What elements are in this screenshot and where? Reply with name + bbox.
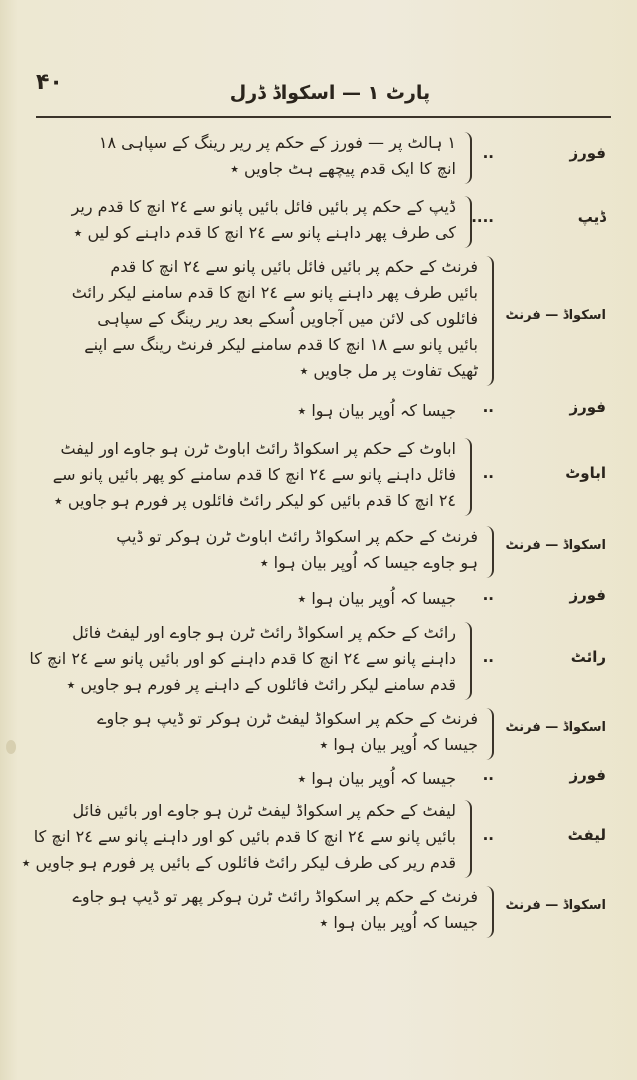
command-label: اسکواڈ — فرنٹ [505, 720, 606, 735]
command-label: رائٹ [570, 648, 606, 666]
brace [462, 622, 472, 700]
page-header-title: پارٹ ١ — اسکواڈ ڈرل [229, 82, 431, 104]
entry-text: جیسا کہ اُوپر بیان ہوا ٭ [297, 769, 456, 788]
leader-dots: .. [482, 464, 494, 482]
entry-text: فرنٹ کے حکم پر اسکواڈ لیفٹ ٹرن ہوکر تو ڈیپ ہو جاوے جیسا کہ اُوپر بیان ہوا ٭ [97, 709, 478, 754]
entry-text: ڈیپ کے حکم پر بائیں فائل بائیں پانو سے ٢٤ انچ کا قدم ریر کی طرف پھر داہنے پانو سے ٢٤ انچ کا قدم داہنے کو لیں ٭ [71, 197, 456, 242]
leader-dots: .... [471, 208, 494, 226]
command-label: فورز [569, 398, 606, 416]
command-label: ڈیپ [577, 208, 606, 226]
leader-dots: .. [482, 144, 494, 162]
entry-text: لیفٹ کے حکم پر اسکواڈ لیفٹ ٹرن ہو جاوے اور بائیں فائل بائیں پانو سے ٢٤ انچ کا قدم بائیں کو اور داہنے پانو سے ٢٤ انچ کا قدم ریر کی طرف لیکر رائٹ فائلوں کے بائیں پر فورم ہو جاویں ٭ [21, 801, 456, 872]
leader-dots: .. [482, 586, 494, 604]
entry-text: اباوٹ کے حکم پر اسکواڈ رائٹ اباوٹ ٹرن ہو جاوے اور لیفٹ فائل داہنے پانو سے ٢٤ انچ کا قدم سامنے کو پھر بائیں پانو سے ٢٤ انچ کا قدم بائیں کو لیکر رائٹ فائلوں پر فورم ہو جاویں ٭ [52, 439, 456, 510]
brace [484, 708, 494, 760]
command-label: اسکواڈ — فرنٹ [505, 898, 606, 913]
drill-entry-squad-front-4 [36, 884, 606, 940]
command-label: فورز [569, 766, 606, 784]
leader-dots: .. [482, 398, 494, 416]
drill-entry-halt-fours [36, 130, 606, 186]
page-number: ۴۰ [36, 70, 63, 95]
command-label: فورز [569, 586, 606, 604]
paper-smudge [6, 740, 16, 754]
leader-dots: .. [482, 826, 494, 844]
brace [462, 132, 472, 184]
command-label: اسکواڈ — فرنٹ [505, 538, 606, 553]
brace [462, 800, 472, 878]
entry-text: فرنٹ کے حکم پر اسکواڈ رائٹ اباوٹ ٹرن ہوکر تو ڈیپ ہو جاوے جیسا کہ اُوپر بیان ہوا ٭ [116, 527, 478, 572]
command-label: اباوٹ [565, 464, 606, 482]
command-label: لیفٹ [567, 826, 606, 844]
drill-entry-right [29, 620, 606, 702]
brace [484, 886, 494, 938]
drill-entry-squad-front-1 [36, 254, 606, 388]
drill-entry-squad-front-2 [36, 524, 606, 580]
leader-dots: .. [482, 648, 494, 666]
header-rule [36, 116, 611, 118]
entry-text: فرنٹ کے حکم پر بائیں فائل بائیں پانو سے ٢٤ انچ کا قدم بائیں طرف پھر داہنے پانو سے ٢٤ انچ کا قدم سامنے لیکر رائٹ فائلوں کی لائن میں آجاویں اُسکے بعد ریر رینگ کے سپاہی بائیں پانو سے ١٨ انچ کا قدم سامنے لیکر فرنٹ رینگ سے اپنے ٹھیک تفاوت پر مل جاویں ٭ [71, 257, 478, 380]
entry-text: جیسا کہ اُوپر بیان ہوا ٭ [297, 401, 456, 420]
entry-text: فرنٹ کے حکم پر اسکواڈ رائٹ ٹرن ہوکر پھر تو ڈیپ ہو جاوے جیسا کہ اُوپر بیان ہوا ٭ [72, 887, 478, 932]
entry-text: رائٹ کے حکم پر اسکواڈ رائٹ ٹرن ہو جاوے اور لیفٹ فائل داہنے پانو سے ٢٤ انچ کا قدم داہنے کو اور بائیں پانو سے ٢٤ انچ کا قدم سامنے لیکر رائٹ فائلوں کے داہنے پر فورم ہو جاویں ٭ [29, 623, 456, 694]
drill-entry-fours-2 [36, 398, 606, 428]
command-label: فورز [569, 144, 606, 162]
leader-dots: .. [482, 766, 494, 784]
drill-entry-squad-front-3 [36, 706, 606, 762]
command-label: اسکواڈ — فرنٹ [505, 308, 606, 323]
brace [484, 256, 494, 386]
entry-text: ١ ہالٹ پر — فورز کے حکم پر ریر رینگ کے سپاہی ١٨ انچ کا ایک قدم پیچھے ہٹ جاویں ٭ [98, 133, 456, 178]
brace [462, 438, 472, 516]
entry-text: جیسا کہ اُوپر بیان ہوا ٭ [297, 589, 456, 608]
drill-entry-left [21, 798, 606, 880]
brace [462, 196, 472, 248]
drill-entry-deep [36, 194, 606, 250]
drill-entry-about [36, 436, 606, 518]
drill-entry-fours-3 [36, 586, 606, 616]
brace [484, 526, 494, 578]
drill-entry-fours-4 [36, 766, 606, 796]
